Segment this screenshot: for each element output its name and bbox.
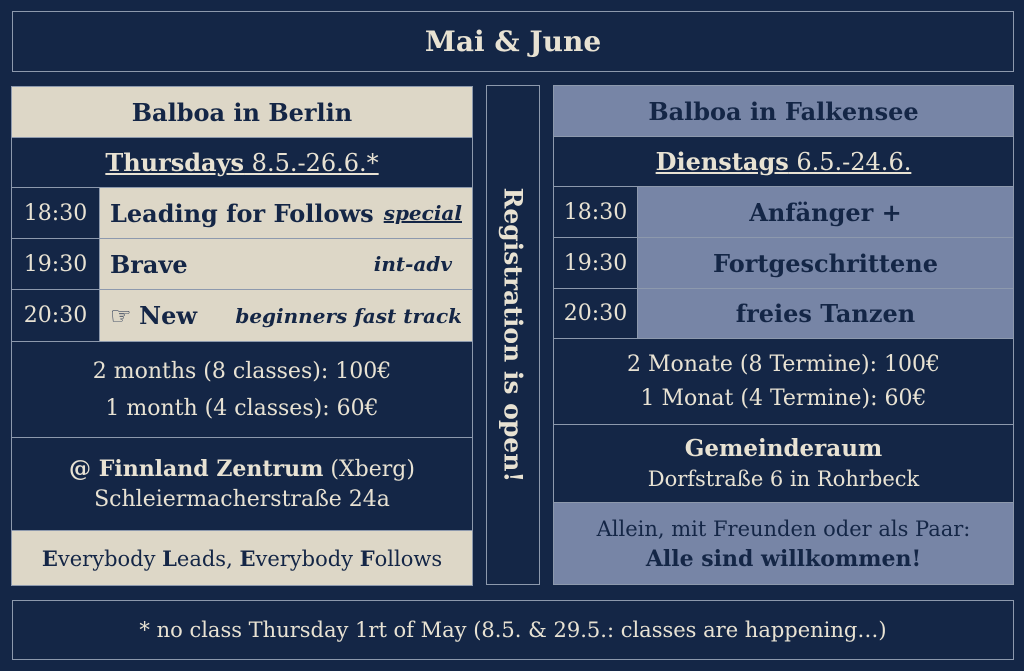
class-info: [110, 239, 452, 289]
class-tag: beginners fast track: [235, 303, 462, 328]
falkensee-date-row: [554, 136, 1013, 186]
header-banner: [12, 11, 1014, 72]
class-name: New: [139, 301, 198, 330]
falkensee-title: Balboa in Falkensee: [648, 96, 919, 126]
falkensee-class-row: [554, 237, 1013, 288]
venue-name: Finnland Zentrum: [98, 455, 324, 482]
price-line: 2 months (8 classes): 100€: [92, 358, 392, 384]
berlin-date: [105, 148, 378, 177]
class-time: 19:30: [12, 239, 100, 289]
class-time: 19:30: [554, 238, 638, 288]
falkensee-venue-row: [554, 424, 1013, 502]
motto-part: verybody: [57, 546, 163, 571]
class-name: Leading for Follows: [110, 198, 374, 228]
berlin-date-day: Thursdays: [105, 148, 245, 177]
berlin-price-row: [12, 341, 472, 437]
venue-street: Dorfstraße 6 in Rohrbeck: [647, 466, 920, 491]
berlin-date-range: 8.5.-26.6.*: [244, 149, 379, 177]
falkensee-date: [656, 147, 912, 176]
motto-part: eads,: [176, 546, 240, 571]
falkensee-panel: [553, 85, 1014, 585]
footer-note: * no class Thursday 1rt of May (8.5. & 29.5.: classes are happening…): [139, 618, 887, 642]
venue-at: @: [69, 455, 99, 482]
class-time: 20:30: [554, 289, 638, 338]
berlin-venue-row: [12, 437, 472, 530]
berlin-class-row: [12, 187, 472, 238]
class-title: [110, 301, 197, 330]
venue-line: [69, 454, 415, 485]
venue-name: Gemeinderaum: [684, 434, 883, 462]
class-name: Brave: [110, 249, 188, 279]
venue-district: (Xberg): [323, 456, 415, 482]
header-title: Mai & June: [424, 25, 602, 58]
class-info: [110, 188, 462, 238]
berlin-title: Balboa in Berlin: [131, 97, 353, 127]
motto-part: F: [359, 545, 375, 571]
motto-part: ollows: [374, 546, 443, 571]
motto-part: E: [41, 545, 58, 571]
price-line: 1 month (4 classes): 60€: [105, 395, 379, 421]
class-info: [110, 290, 462, 341]
pointing-hand-icon: ☞: [110, 302, 132, 330]
note-line: Allein, mit Freunden oder als Paar:: [596, 516, 971, 541]
motto-part: verybody: [255, 546, 360, 571]
class-name: Fortgeschrittene: [712, 248, 938, 278]
price-line: 2 Monate (8 Termine): 100€: [626, 351, 941, 377]
falkensee-class-row: [554, 186, 1013, 237]
venue-street: Schleiermacherstraße 24a: [94, 486, 390, 512]
class-tag: int-adv: [373, 252, 452, 276]
class-time: 18:30: [12, 188, 100, 238]
registration-banner: [486, 85, 540, 585]
berlin-motto-row: [12, 530, 472, 585]
registration-text: Registration is open!: [498, 187, 528, 483]
footer-banner: [12, 600, 1014, 660]
class-tag: special: [383, 201, 462, 225]
motto-part: E: [239, 545, 256, 571]
berlin-title-row: [12, 87, 472, 137]
motto-text: [42, 546, 442, 571]
falkensee-note-row: [554, 502, 1013, 584]
falkensee-price-row: [554, 338, 1013, 424]
class-name: Anfänger +: [749, 197, 902, 227]
class-name: freies Tanzen: [735, 299, 916, 328]
berlin-panel: [11, 86, 473, 586]
falkensee-date-day: Dienstags: [655, 147, 789, 176]
note-line: Alle sind willkommen!: [645, 545, 922, 572]
berlin-class-row: [12, 238, 472, 289]
falkensee-class-row: [554, 288, 1013, 338]
class-time: 18:30: [554, 187, 638, 237]
berlin-date-row: [12, 137, 472, 187]
falkensee-title-row: [554, 86, 1013, 136]
price-line: 1 Monat (4 Termine): 60€: [640, 385, 927, 411]
berlin-class-row: [12, 289, 472, 341]
class-time: 20:30: [12, 290, 100, 341]
motto-part: L: [162, 545, 177, 571]
falkensee-date-range: 6.5.-24.6.: [788, 148, 912, 176]
